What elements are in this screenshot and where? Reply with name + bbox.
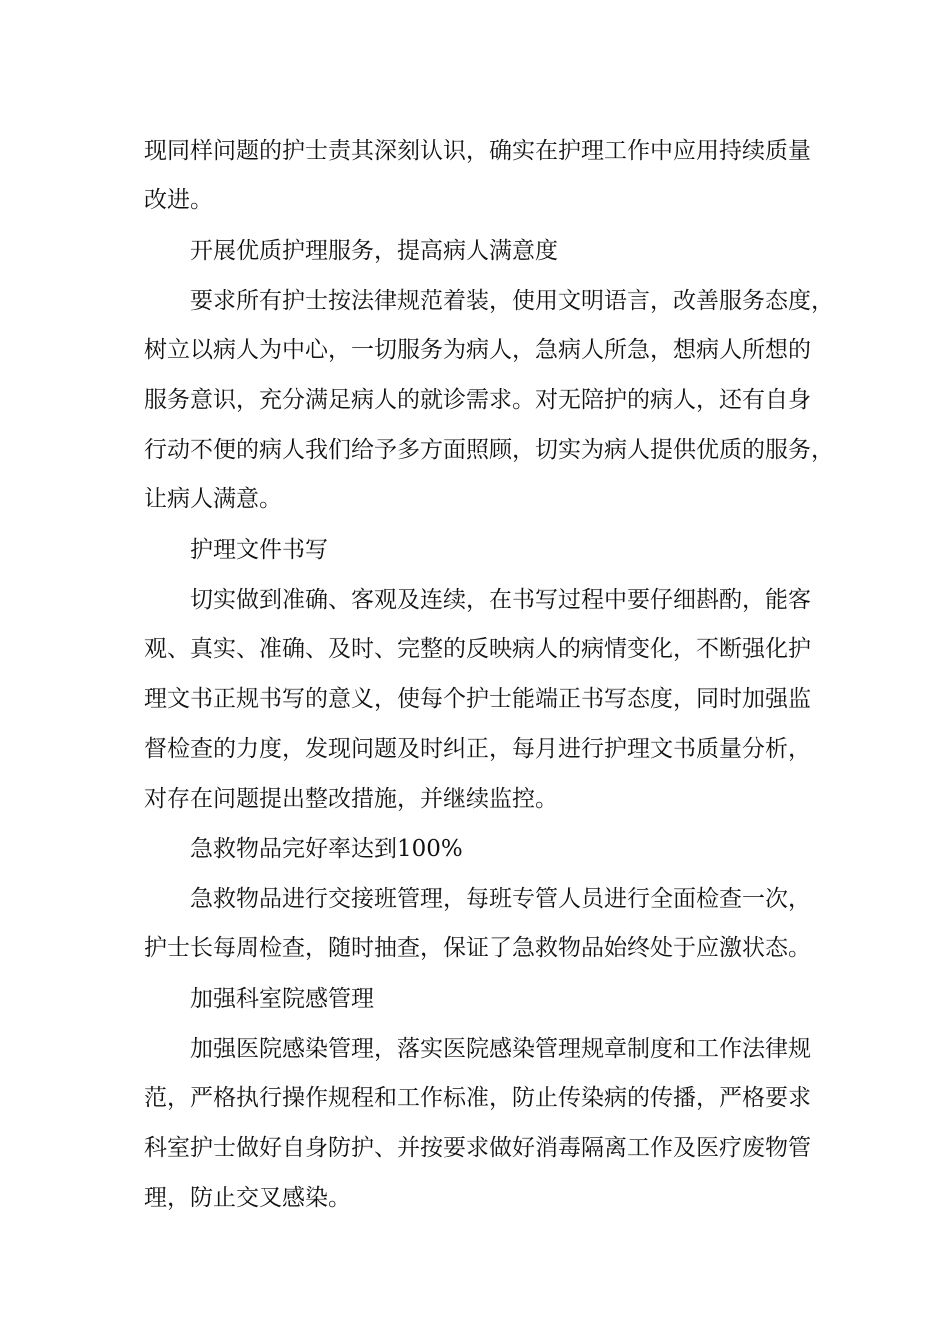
- paragraph-line: 科室护士做好自身防护、并按要求做好消毒隔离工作及医疗废物管: [144, 1135, 811, 1161]
- paragraph-line: 对存在问题提出整改措施，并继续监控。: [144, 786, 558, 812]
- paragraph-line: 督检查的力度，发现问题及时纠正，每月进行护理文书质量分析，: [144, 736, 811, 762]
- paragraph-line: 理文书正规书写的意义，使每个护士能端正书写态度，同时加强监: [144, 686, 811, 712]
- section-heading: 开展优质护理服务，提高病人满意度: [190, 238, 558, 264]
- paragraph-line: 护士长每周检查，随时抽查，保证了急救物品始终处于应激状态。: [144, 935, 811, 961]
- paragraph-line: 加强医院感染管理，落实医院感染管理规章制度和工作法律规: [190, 1036, 811, 1062]
- section-heading: 护理文件书写: [190, 537, 328, 563]
- paragraph-line: 要求所有护士按法律规范着装，使用文明语言，改善服务态度，: [190, 288, 834, 314]
- paragraph-line: 范，严格执行操作规程和工作标准，防止传染病的传播，严格要求: [144, 1085, 811, 1111]
- paragraph-line: 急救物品进行交接班管理，每班专管人员进行全面检查一次，: [190, 886, 811, 912]
- section-heading: 加强科室院感管理: [190, 986, 374, 1012]
- paragraph-line: 改进。: [144, 187, 213, 213]
- paragraph-line: 现同样问题的护士责其深刻认识，确实在护理工作中应用持续质量: [144, 138, 811, 164]
- section-heading: 急救物品完好率达到100%: [190, 836, 463, 862]
- paragraph-line: 树立以病人为中心，一切服务为病人，急病人所急，想病人所想的: [144, 337, 811, 363]
- paragraph-line: 理，防止交叉感染。: [144, 1185, 351, 1211]
- paragraph-line: 行动不便的病人我们给予多方面照顾，切实为病人提供优质的服务，: [144, 437, 834, 463]
- paragraph-line: 让病人满意。: [144, 486, 282, 512]
- paragraph-line: 切实做到准确、客观及连续，在书写过程中要仔细斟酌，能客: [190, 587, 811, 613]
- paragraph-line: 观、真实、准确、及时、完整的反映病人的病情变化，不断强化护: [144, 636, 811, 662]
- paragraph-line: 服务意识，充分满足病人的就诊需求。对无陪护的病人，还有自身: [144, 387, 811, 413]
